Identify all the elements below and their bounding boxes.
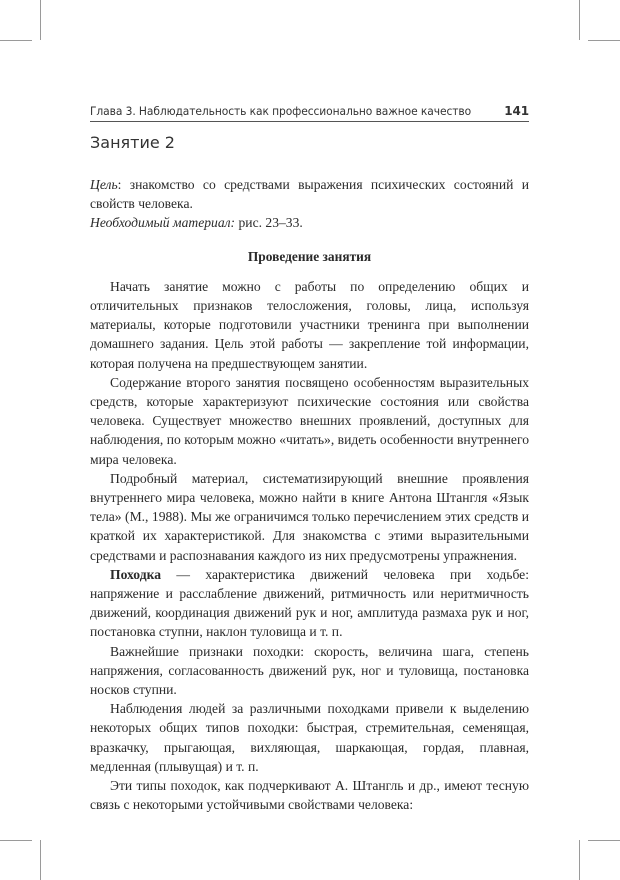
- material-text: рис. 23–33.: [235, 215, 303, 231]
- goal-text: : знакомство со средствами выражения психических состояний и свойств человека.: [90, 177, 529, 212]
- crop-mark: [40, 840, 41, 880]
- subheading: Проведение занятия: [247, 248, 372, 264]
- paragraph: Наблюдения людей за различными походками привели к выделению некоторых общих типов походки: быстрая, стремительная, семенящая, вразкачку, прыгающая, вихляющая, шаркающая, гордая, плавная, медленная (плывущая) и т. п.: [90, 701, 529, 774]
- material-label: Необходимый материал:: [90, 215, 236, 231]
- crop-mark: [588, 840, 620, 841]
- gait-paragraph: [90, 565, 529, 642]
- crop-mark: [579, 0, 580, 40]
- paragraph: Эти типы походок, как подчеркивают А. Штангль и др., имеют тесную связь с некоторыми устойчивыми свойствами человека:: [90, 778, 529, 813]
- body-text: [90, 175, 529, 815]
- header-rule: [90, 121, 529, 122]
- goal-label: Цель: [90, 177, 118, 192]
- paragraph: Начать занятие можно с работы по определению общих и отличительных признаков телосложения, головы, лица, используя материалы, которые подготовили участники тренинга при выполнении домашнего задания. Цель этой работы — закрепление той информации, которая получена на предшествующем занятии.: [90, 278, 529, 371]
- paragraph: Подробный материал, систематизирующий внешние проявления внутреннего мира человека, можно найти в книге Антона Штангля «Язык тела» (М., 1988). Мы же ограничимся только перечислением этих средств и краткой их характеристикой. Для знакомства с этими выразительными средствами и распознавания каждого из них предусмотрены упражнения.: [90, 470, 529, 563]
- gait-text: — характеристика движений человека при ходьбе: напряжение и расслабление движений, ритмичность или неритмичность движений, координация движений рук и ног, амплитуда размаха рук и ног, постановка ступни, наклон туловища и т. п.: [90, 566, 529, 640]
- running-title: Глава 3. Наблюдательность как профессионально важное качество: [90, 104, 472, 118]
- page-number: 141: [504, 104, 529, 118]
- paragraph: Содержание второго занятия посвящено особенностям выразительных средств, которые характеризуют психические состояния или свойства человека. Существует множество внешних проявлений, доступных для наблюдения, по которым можно «читать», видеть особенности внутреннего мира человека.: [90, 374, 529, 467]
- crop-mark: [588, 40, 620, 41]
- gait-term: Походка: [110, 566, 162, 582]
- material-line: [90, 213, 529, 232]
- crop-mark: [0, 40, 32, 41]
- section-title: Занятие 2: [90, 133, 175, 152]
- crop-mark: [0, 840, 32, 841]
- crop-mark: [40, 0, 41, 40]
- crop-mark: [579, 840, 580, 880]
- goal-line: [90, 175, 529, 213]
- running-header: [90, 104, 529, 120]
- paragraph: Важнейшие признаки походки: скорость, величина шага, степень напряжения, согласованность движений рук, ног и туловища, постановка носков ступни.: [90, 643, 529, 698]
